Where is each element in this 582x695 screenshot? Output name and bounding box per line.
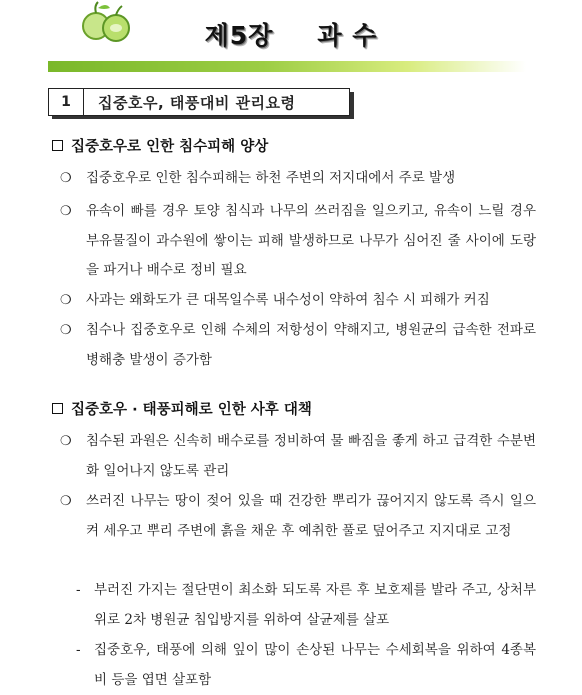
circle-bullet-icon: ❍ (60, 494, 72, 509)
checkbox-icon (52, 140, 63, 151)
circle-bullet-icon: ❍ (60, 293, 72, 308)
dash-bullet: - (76, 642, 81, 658)
section-header (48, 88, 350, 116)
list-item (60, 164, 536, 194)
sub-list-item (76, 576, 536, 635)
title-underline-bar (48, 61, 526, 72)
subsection-heading (52, 398, 312, 419)
sub-list-item (76, 636, 536, 695)
circle-bullet-icon: ❍ (60, 434, 72, 449)
circle-bullet-icon: ❍ (60, 204, 72, 219)
subsection-heading-text: 집중호우로 인한 침수피해 양상 (71, 139, 269, 155)
list-item-text: 집중호우로 인한 침수피해는 하천 주변의 저지대에서 주로 발생 (86, 170, 456, 186)
list-item-text: 사과는 왜화도가 큰 대목일수록 내수성이 약하여 침수 시 피해가 커짐 (86, 292, 490, 308)
checkbox-icon (52, 403, 63, 414)
section-title: 집중호우, 태풍대비 관리요령 (98, 93, 296, 112)
sub-list-item-text: 부러진 가지는 절단면이 최소화 되도록 자른 후 보호제를 발라 주고, 상처부위로 2차 병원균 침입방지를 위하여 살균제를 살포 (94, 582, 536, 628)
list-item (60, 197, 536, 286)
circle-bullet-icon: ❍ (60, 323, 72, 338)
dash-bullet: - (76, 582, 81, 598)
chapter-subject: 과 수 (317, 21, 378, 50)
sub-list-item-text: 집중호우, 태풍에 의해 잎이 많이 손상된 나무는 수세회복을 위하여 4종복비 등을 엽면 살포함 (94, 642, 536, 688)
list-item (60, 487, 536, 546)
section-number: 1 (49, 89, 84, 115)
circle-bullet-icon: ❍ (60, 171, 72, 186)
list-item (60, 316, 536, 375)
list-item-text: 유속이 빠를 경우 토양 침식과 나무의 쓰러짐을 일으키고, 유속이 느릴 경우 부유물질이 과수원에 쌓이는 피해 발생하므로 나무가 심어진 줄 사이에 도랑을 파거나 배수로 정비 필요 (86, 203, 536, 278)
subsection-heading-text: 집중호우 · 태풍피해로 인한 사후 대책 (71, 402, 312, 418)
list-item-text: 침수된 과원은 신속히 배수로를 정비하여 물 빠짐을 좋게 하고 급격한 수분변화 일어나지 않도록 관리 (86, 433, 536, 479)
list-item-text: 침수나 집중호우로 인해 수체의 저항성이 약해지고, 병원균의 급속한 전파로 병해충 발생이 증가함 (86, 322, 536, 368)
list-item (60, 427, 536, 486)
list-item-text: 쓰러진 나무는 땅이 젖어 있을 때 건강한 뿌리가 끊어지지 않도록 즉시 일으켜 세우고 뿌리 주변에 흙을 채운 후 예취한 풀로 덮어주고 지지대로 고정 (86, 493, 536, 539)
subsection-heading (52, 135, 268, 156)
chapter-title (0, 16, 582, 52)
chapter-number: 제5장 (204, 21, 274, 50)
list-item (60, 286, 536, 316)
